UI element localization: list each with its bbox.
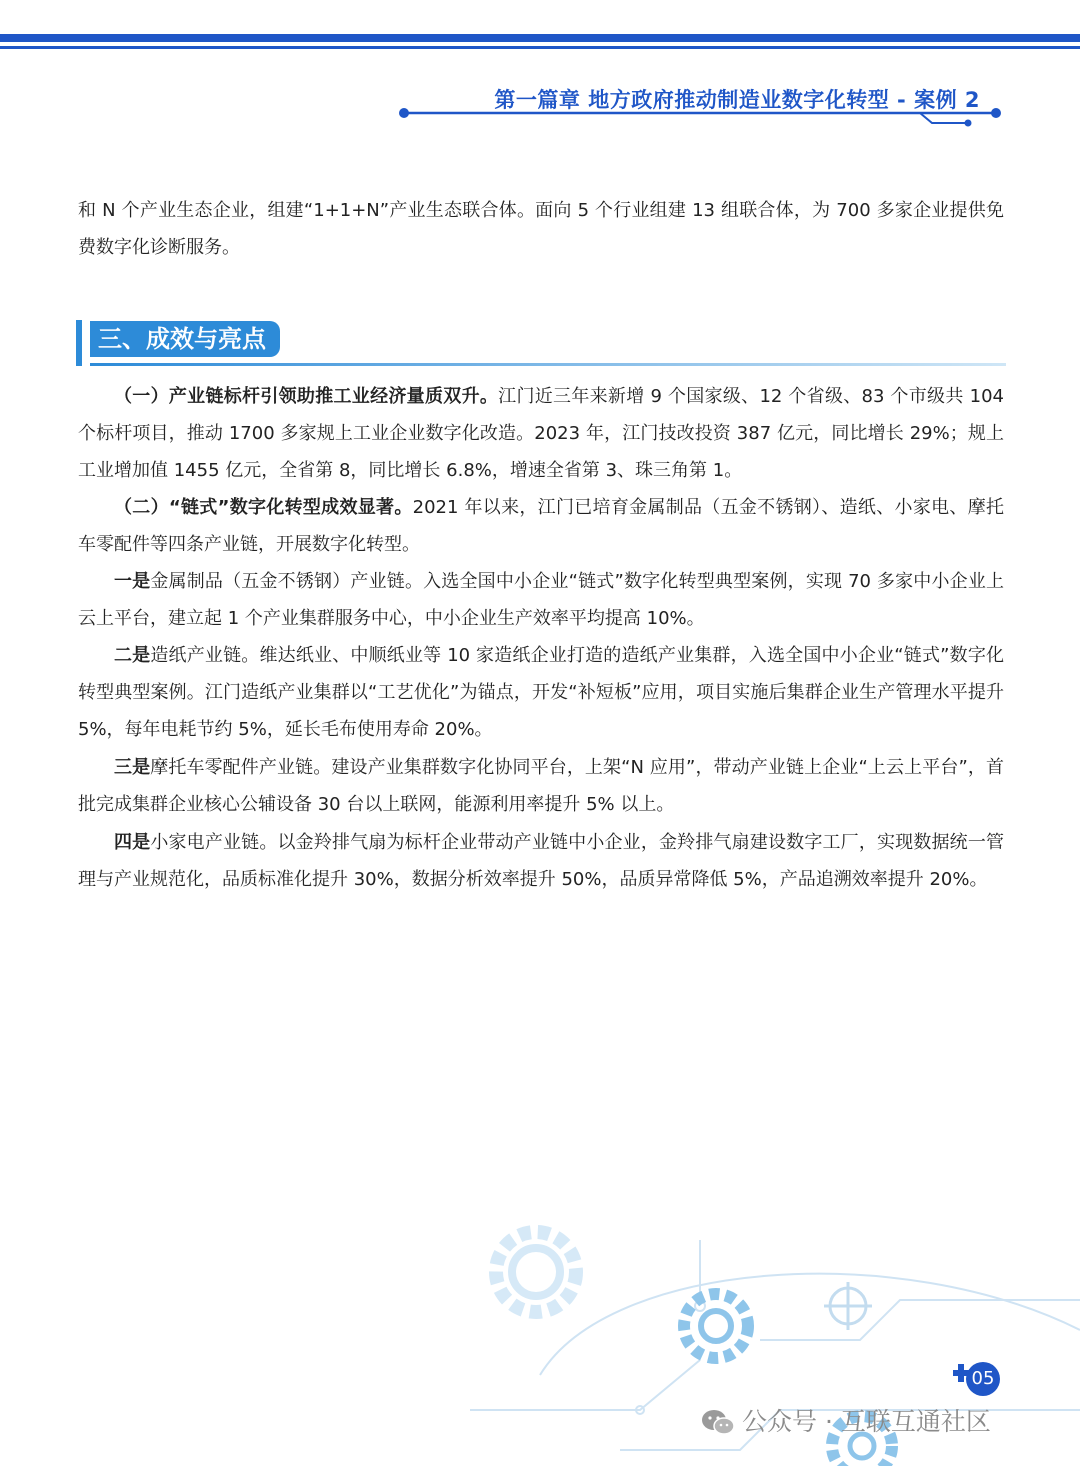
paragraph-lead: 二是 <box>114 645 151 666</box>
section-title: 三、成效与亮点 <box>90 321 280 357</box>
paragraph-lead: 四是 <box>114 832 151 853</box>
header-line-decoration <box>0 100 1080 130</box>
paragraph-small-appliances <box>78 824 1004 898</box>
paragraph-metal-products <box>78 563 1004 637</box>
paragraph-body: 金属制品（五金不锈钢）产业链。入选全国中小企业“链式”数字化转型典型案例，实现 70 多家中小企业上云上平台，建立起 1 个产业集群服务中心，中小企业生产效率平均提高 10%。 <box>78 571 1005 629</box>
paragraph-body: 摩托车零配件产业链。建设产业集群数字化协同平台，上架“N 应用”，带动产业链上企业“上云上平台”，首批完成集群企业核心公辅设备 30 台以上联网，能源利用率提升 5% 以上。 <box>78 757 1005 815</box>
section-underline <box>90 363 1006 366</box>
paragraph-lead: （一）产业链标杆引领助推工业经济量质双升。 <box>114 386 499 407</box>
paragraph-motorcycle-parts <box>78 749 1004 823</box>
gear-icon <box>496 1232 576 1312</box>
chapter-title: 第一篇章 地方政府推动制造业数字化转型 - 案例 2 <box>494 88 980 112</box>
paragraph-lead: 一是 <box>114 571 151 592</box>
paragraph-body: 江门近三年来新增 9 个国家级、12 个省级、83 个市级共 104 个标杆项目，推动 1700 多家规上工业企业数字化改造。2023 年，江门技改投资 387 亿元，同比增长 29%；规上工业增加值 1455 亿元，全省第 8，同比增长 6.8%，增速全省第 3、珠三角第 1。 <box>78 386 1004 481</box>
watermark-text: 公众号 · 互联互通社区 <box>742 1407 991 1436</box>
intro-paragraph: 和 N 个产业生态企业，组建“1+1+N”产业生态联合体。面向 5 个行业组建 13 组联合体，为 700 多家企业提供免费数字化诊断服务。 <box>78 200 1004 258</box>
paragraph-lead: （二）“链式”数字化转型成效显著。 <box>114 497 413 518</box>
section-heading <box>76 318 1006 370</box>
watermark <box>700 1402 991 1442</box>
paragraph-paper-industry <box>78 637 1004 748</box>
paragraph-chain-transformation <box>78 489 1004 563</box>
header-bar-thick <box>0 34 1080 42</box>
gear-icon <box>684 1294 748 1358</box>
paragraph-body: 小家电产业链。以金羚排气扇为标杆企业带动产业链中小企业，金羚排气扇建设数字工厂，实现数据统一管理与产业规范化，品质标准化提升 30%，数据分析效率提升 50%，品质异常降低 5%，产品追溯效率提升 20%。 <box>78 832 1005 890</box>
section-accent-bar <box>76 320 82 366</box>
paragraph-body: 造纸产业链。维达纸业、中顺纸业等 10 家造纸企业打造的造纸产业集群，入选全国中小企业“链式”数字化转型典型案例。江门造纸产业集群以“工艺优化”为锚点，开发“补短板”应用，项目实施后集群企业生产管理水平提升 5%，每年电耗节约 5%，延长毛布使用寿命 20%。 <box>78 645 1005 740</box>
paragraph-lead: 三是 <box>114 757 151 778</box>
wechat-icon <box>700 1408 736 1438</box>
page-number: 05 <box>966 1362 1000 1396</box>
paragraph-body: 2021 年以来，江门已培育金属制品（五金不锈钢）、造纸、小家电、摩托车零配件等四条产业链，开展数字化转型。 <box>78 497 1004 555</box>
header-bar-thin <box>0 46 1080 49</box>
paragraph-industry-benchmark <box>78 378 1004 489</box>
